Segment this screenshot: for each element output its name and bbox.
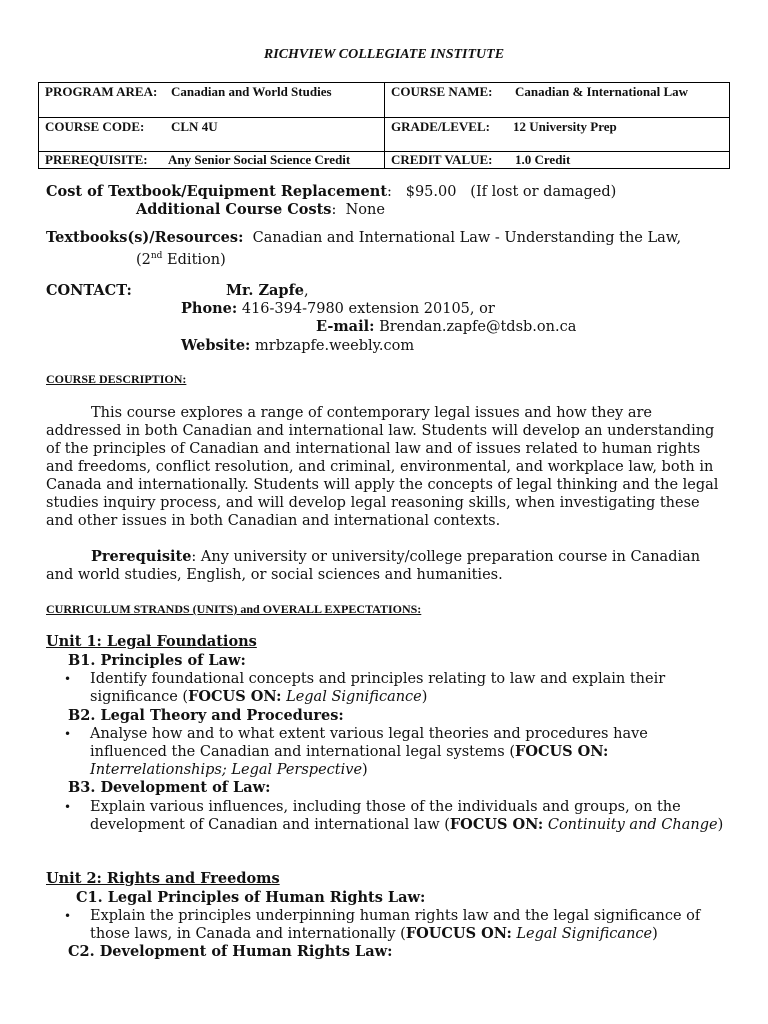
b1-focus-value: Legal Significance bbox=[286, 689, 422, 705]
credit-value-cell bbox=[385, 152, 730, 169]
website-label: Website: bbox=[181, 337, 251, 354]
curriculum-heading: CURRICULUM STRANDS (UNITS) and OVERALL EXPECTATIONS: bbox=[46, 602, 422, 616]
b2-text: Analyse how and to what extent various legal theories and procedures have influenced the Canadian and international legal systems ( bbox=[90, 726, 648, 760]
c1-title: C1. Legal Principles of Human Rights Law: bbox=[76, 889, 426, 906]
course-info-table bbox=[38, 82, 730, 169]
course-description-body: This course explores a range of contemporary legal issues and how they are addressed in both Canadian and international law. Students will develop an understanding of the principles of Canadian and international law and of issues related to human rights and freedoms, conflict resolution, and criminal, environmental, and workplace law, both in Canada and internationally. Students will apply the concepts of legal thinking and the legal studies inquiry process, and will develop legal reasoning skills, when investigating these and other issues in both Canadian and international contexts. bbox=[46, 405, 719, 529]
edition-superscript: nd bbox=[150, 251, 163, 261]
additional-costs-value: None bbox=[345, 202, 385, 218]
b3-text: Explain various influences, including those of the individuals and groups, on the development of Canadian and international law ( bbox=[90, 799, 681, 833]
c1-text: Explain the principles underpinning human rights law and the legal significance of those laws, in Canada and internationally ( bbox=[90, 908, 701, 942]
phone-value: 416-394-7980 extension 20105, or bbox=[241, 301, 495, 317]
b3-bullet: • Explain various influences, including those of the individuals and groups, on the development of Canadian and international law (FOCUS ON: Continuity and Change) bbox=[64, 799, 724, 833]
course-name-value: Canadian & International Law bbox=[515, 84, 688, 99]
contact-name-line: Mr. Zapfe, bbox=[226, 282, 309, 299]
b1-focus-label: FOCUS ON: bbox=[188, 688, 282, 705]
b1-title: B1. Principles of Law: bbox=[68, 652, 246, 669]
replacement-cost-value: $95.00 (If lost or damaged) bbox=[405, 184, 617, 200]
edition-suffix: Edition) bbox=[162, 251, 226, 268]
prerequisite-para-text: : Any university or university/college preparation course in Canadian and world studies, English, or social sciences and humanities. bbox=[46, 549, 701, 583]
b1-text: Identify foundational concepts and principles relating to law and explain their significance ( bbox=[90, 671, 666, 705]
replacement-cost-line: Cost of Textbook/Equipment Replacement: $95.00 (If lost or damaged) bbox=[46, 183, 617, 200]
course-code-label: COURSE CODE: bbox=[45, 119, 145, 134]
bullet-icon: • bbox=[64, 909, 72, 923]
program-area-label: PROGRAM AREA: bbox=[45, 84, 158, 99]
course-description-heading: COURSE DESCRIPTION: bbox=[46, 372, 187, 386]
bullet-icon: • bbox=[64, 672, 72, 686]
phone-label: Phone bbox=[181, 300, 232, 317]
edition-prefix: (2 bbox=[136, 251, 151, 268]
credit-value-value: 1.0 Credit bbox=[515, 152, 571, 167]
textbooks-title: Canadian and International Law - Understanding the Law, bbox=[252, 230, 682, 246]
program-area-value: Canadian and World Studies bbox=[171, 84, 332, 99]
c1-bullet: • Explain the principles underpinning human rights law and the legal significance of those laws, in Canada and internationally (FOUCUS ON: Legal Significance) bbox=[64, 908, 701, 942]
b2-focus-label: FOCUS ON: bbox=[515, 743, 609, 760]
prerequisite-cell bbox=[39, 152, 385, 169]
school-title: RICHVIEW COLLEGIATE INSTITUTE bbox=[263, 47, 505, 62]
website-line bbox=[181, 337, 414, 355]
bullet-icon: • bbox=[64, 800, 72, 814]
textbooks-line bbox=[46, 229, 681, 247]
additional-costs-label: Additional Course Costs bbox=[136, 201, 332, 218]
bullet-icon: • bbox=[64, 727, 72, 741]
b3-focus-label: FOCUS ON: bbox=[449, 816, 544, 833]
textbooks-label: Textbooks(s)/Resources: bbox=[46, 229, 244, 246]
b1-bullet: • Identify foundational concepts and principles relating to law and explain their significance (FOCUS ON: Legal Significance) bbox=[64, 671, 666, 705]
email-label: E-mail bbox=[316, 318, 370, 335]
course-name-label: COURSE NAME: bbox=[391, 84, 493, 99]
course-code-value: CLN 4U bbox=[171, 119, 218, 134]
grade-level-value: 12 University Prep bbox=[513, 119, 617, 134]
contact-name: Mr. Zapfe bbox=[226, 282, 305, 299]
b2-title: B2. Legal Theory and Procedures: bbox=[68, 707, 344, 724]
prerequisite-value: Any Senior Social Science Credit bbox=[168, 152, 351, 167]
website-value[interactable]: mrbzapfe.weebly.com bbox=[255, 338, 415, 354]
replacement-cost-label: Cost of Textbook/Equipment Replacement bbox=[46, 183, 388, 200]
unit-2-title: Unit 2: Rights and Freedoms bbox=[46, 870, 280, 887]
textbook-edition-line bbox=[136, 247, 226, 269]
b3-title: B3. Development of Law: bbox=[68, 779, 271, 796]
c1-focus-label: FOUCUS ON: bbox=[405, 925, 512, 942]
b3-focus-value: Continuity and Change bbox=[547, 817, 718, 833]
additional-costs-line: Additional Course Costs: None bbox=[136, 201, 385, 218]
course-name-cell bbox=[385, 83, 730, 118]
prerequisite-para-label: Prerequisite bbox=[91, 548, 192, 565]
credit-value-label: CREDIT VALUE: bbox=[391, 152, 493, 167]
grade-level-label: GRADE/LEVEL: bbox=[391, 119, 490, 134]
grade-level-cell bbox=[385, 118, 730, 152]
email-value[interactable]: Brendan.zapfe@tdsb.on.ca bbox=[379, 319, 577, 335]
c1-focus-value: Legal Significance bbox=[516, 926, 653, 942]
b2-bullet: • Analyse how and to what extent various legal theories and procedures have influenced the Canadian and international legal systems (FOCUS ON: Interrelationships; Legal Perspective) bbox=[64, 726, 648, 778]
unit-1-title: Unit 1: Legal Foundations bbox=[46, 633, 257, 650]
course-code-cell bbox=[39, 118, 385, 152]
phone-line: Phone: 416-394-7980 extension 20105, or bbox=[181, 300, 495, 317]
b2-focus-value: Interrelationships; Legal Perspective bbox=[90, 762, 363, 778]
prerequisite-paragraph bbox=[46, 548, 726, 584]
c2-title: C2. Development of Human Rights Law: bbox=[68, 943, 393, 960]
prerequisite-label: PREREQUISITE: bbox=[45, 152, 148, 167]
program-area-cell bbox=[39, 83, 385, 118]
contact-label: CONTACT: bbox=[46, 282, 132, 299]
email-line: E-mail: Brendan.zapfe@tdsb.on.ca bbox=[316, 318, 577, 335]
